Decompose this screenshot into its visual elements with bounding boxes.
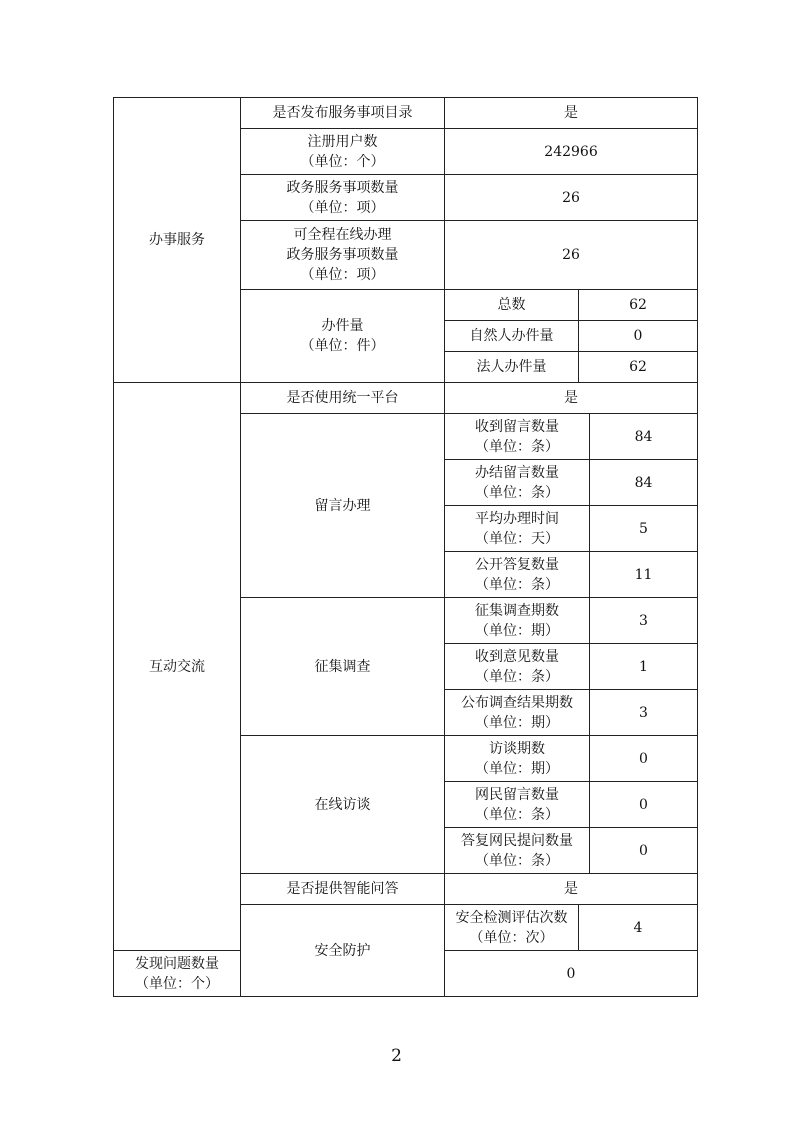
sub-value: 11 — [590, 552, 698, 598]
sub-value: 62 — [579, 290, 698, 321]
sub-value: 0 — [590, 782, 698, 828]
sub-value: 3 — [590, 598, 698, 644]
row-label: 政务服务事项数量 （单位：项） — [241, 175, 445, 221]
row-label: 发现问题数量 （单位：个） — [114, 951, 241, 997]
row-value: 是 — [445, 98, 698, 129]
row-value: 26 — [445, 221, 698, 290]
row-value: 是 — [445, 383, 698, 414]
row-label: 安全检测评估次数 （单位：次） — [445, 905, 579, 951]
page-number: 2 — [391, 1046, 402, 1066]
group-title: 留言办理 — [241, 414, 445, 598]
row-label: 可全程在线办理 政务服务事项数量 （单位：项） — [241, 221, 445, 290]
sub-label: 答复网民提问数量 （单位：条） — [445, 828, 590, 874]
section-title: 互动交流 — [114, 383, 241, 951]
section-title: 安全防护 — [241, 905, 445, 997]
row-value: 4 — [579, 905, 698, 951]
sub-label: 办结留言数量 （单位：条） — [445, 460, 590, 506]
sub-label: 总数 — [445, 290, 579, 321]
sub-value: 0 — [590, 736, 698, 782]
sub-value: 0 — [579, 321, 698, 352]
sub-value: 0 — [590, 828, 698, 874]
sub-label: 网民留言数量 （单位：条） — [445, 782, 590, 828]
volume-label: 办件量 （单位：件） — [241, 290, 445, 383]
sub-label: 访谈期数 （单位：期） — [445, 736, 590, 782]
row-label: 是否提供智能问答 — [241, 874, 445, 905]
table-row — [114, 383, 698, 414]
group-title: 征集调查 — [241, 598, 445, 736]
sub-value: 62 — [579, 352, 698, 383]
table-row — [114, 98, 698, 129]
sub-label: 征集调查期数 （单位：期） — [445, 598, 590, 644]
sub-label: 收到留言数量 （单位：条） — [445, 414, 590, 460]
row-label: 注册用户数 （单位：个） — [241, 129, 445, 175]
sub-value: 1 — [590, 644, 698, 690]
statistics-table — [113, 97, 698, 997]
sub-value: 5 — [590, 506, 698, 552]
sub-label: 收到意见数量 （单位：条） — [445, 644, 590, 690]
row-value: 是 — [445, 874, 698, 905]
sub-label: 自然人办件量 — [445, 321, 579, 352]
sub-value: 84 — [590, 460, 698, 506]
sub-label: 法人办件量 — [445, 352, 579, 383]
section-title: 办事服务 — [114, 98, 241, 383]
sub-value: 84 — [590, 414, 698, 460]
row-label: 是否使用统一平台 — [241, 383, 445, 414]
sub-label: 公开答复数量 （单位：条） — [445, 552, 590, 598]
sub-label: 平均办理时间 （单位：天） — [445, 506, 590, 552]
sub-value: 3 — [590, 690, 698, 736]
sub-label: 公布调查结果期数 （单位：期） — [445, 690, 590, 736]
group-title: 在线访谈 — [241, 736, 445, 874]
row-value: 26 — [445, 175, 698, 221]
row-value: 0 — [445, 951, 698, 997]
row-value: 242966 — [445, 129, 698, 175]
row-label: 是否发布服务事项目录 — [241, 98, 445, 129]
